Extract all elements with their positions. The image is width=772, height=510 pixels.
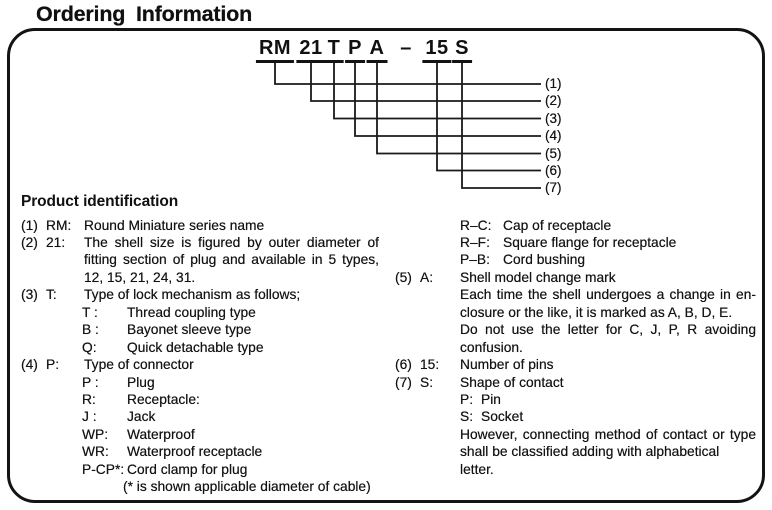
list-subitem [21, 339, 379, 356]
part-code-segment-15: 15 [422, 37, 451, 63]
list-item-continuation [21, 269, 379, 286]
item-text: Plug [127, 374, 155, 390]
list-item-continuation [21, 251, 379, 268]
item-text: shall be classified adding with alphabetical letter. [460, 444, 720, 477]
item-code: R–F: [460, 234, 490, 250]
item-number: (4) [21, 357, 38, 373]
item-text: Round Miniature series name [84, 217, 265, 233]
list-subitem [395, 408, 756, 425]
item-code: B : [82, 322, 99, 338]
item-text: Waterproof receptacle [127, 444, 263, 460]
item-code: P–B: [460, 252, 490, 268]
item-text: Type of lock mechanism as follows; [84, 287, 301, 303]
list-subitem [395, 391, 756, 408]
item-number: (6) [395, 357, 412, 373]
item-code: J : [82, 409, 97, 425]
part-code-segment-21: 21 [296, 37, 325, 63]
list-item [21, 217, 379, 234]
part-code-segment-s: S [452, 37, 472, 63]
section-title: Product identification [21, 193, 179, 210]
list-subitem [21, 443, 379, 460]
item-text: Cap of receptacle [503, 217, 612, 233]
list-item-continuation [395, 443, 756, 478]
item-number: (5) [395, 269, 412, 285]
product-id-left-column [21, 217, 379, 496]
item-code: WR: [82, 444, 109, 460]
item-code: R–C: [460, 217, 492, 233]
item-text: Pin [481, 392, 501, 408]
list-item-continuation [395, 339, 756, 356]
list-subitem [21, 426, 379, 443]
list-item [395, 269, 756, 286]
item-code: R: [82, 392, 96, 408]
part-code-segment-p: P [345, 37, 365, 63]
list-item [21, 234, 379, 251]
item-text: Quick detachable type [127, 339, 264, 355]
callout-ref-2: (2) [545, 93, 562, 108]
item-code: T: [46, 287, 57, 303]
list-item-continuation [395, 426, 756, 443]
list-item [21, 286, 379, 303]
list-item [395, 374, 756, 391]
item-text: Cord clamp for plug [127, 461, 248, 477]
item-code: P: [460, 392, 474, 408]
item-text: Bayonet sleeve type [127, 322, 252, 338]
list-item-continuation [395, 286, 756, 303]
page-title: Ordering Information [36, 2, 253, 26]
item-text: confusion. [460, 339, 523, 355]
callout-ref-7: (7) [545, 180, 562, 195]
list-subitem [395, 234, 756, 251]
list-subitem [21, 408, 379, 425]
item-text: Square flange for receptacle [503, 234, 677, 250]
item-text: Waterproof [127, 426, 195, 442]
part-code-segment-a: A [367, 37, 388, 63]
item-text: Socket [481, 409, 524, 425]
item-number: (2) [21, 234, 38, 250]
item-text: Each time the shell undergoes a change in en- [460, 287, 756, 303]
item-code: T : [82, 304, 98, 320]
callout-ref-4: (4) [545, 128, 562, 143]
item-code: S: [460, 409, 474, 425]
footnote [21, 478, 379, 495]
item-text: Shell model change mark [460, 269, 616, 285]
item-text: Type of connector [84, 357, 194, 373]
item-code: 15: [420, 357, 440, 373]
item-code: S: [420, 374, 434, 390]
list-subitem [21, 374, 379, 391]
item-number: (1) [21, 217, 38, 233]
part-code-segment-t: T [325, 37, 344, 63]
item-code: A: [420, 269, 434, 285]
item-text: 12, 15, 21, 24, 31. [84, 269, 196, 285]
item-text: Jack [127, 409, 156, 425]
list-subitem [395, 251, 756, 268]
item-code: WP: [82, 426, 109, 442]
list-subitem [21, 321, 379, 338]
item-text: Thread coupling type [127, 304, 256, 320]
item-text: Do not use the letter for C, J, P, R avoiding [460, 322, 756, 338]
callout-ref-6: (6) [545, 162, 562, 178]
list-subitem [21, 304, 379, 321]
item-text: closure or the like, it is marked as A, B, D, E. [460, 304, 733, 320]
item-text: (* is shown applicable diameter of cable) [123, 479, 371, 495]
item-text: Number of pins [460, 357, 554, 373]
item-code: 21: [46, 234, 66, 250]
list-item-continuation [395, 304, 756, 321]
list-item [21, 356, 379, 373]
callout-ref-5: (5) [545, 145, 562, 161]
item-text: Cord bushing [503, 252, 586, 268]
item-text: Receptacle: [127, 392, 200, 408]
item-text: The shell size is figured by outer diameter of [84, 234, 379, 250]
list-subitem [395, 217, 756, 234]
item-code: RM: [46, 217, 72, 233]
callout-ref-1: (1) [545, 76, 562, 91]
item-code: P-CP*: [82, 461, 125, 477]
product-id-right-column [395, 217, 756, 479]
item-text: Shape of contact [460, 374, 564, 390]
list-subitem [21, 461, 379, 478]
item-number: (7) [395, 374, 412, 390]
part-code-segment-rm: RM [256, 37, 294, 63]
item-number: (3) [21, 287, 38, 303]
item-text: However, connecting method of contact or type [460, 426, 756, 442]
part-code-separator: – [400, 37, 412, 59]
callout-ref-3: (3) [545, 110, 562, 126]
item-code: Q: [82, 339, 97, 355]
list-item-continuation [395, 321, 756, 338]
item-text: fitting section of plug and available in 5 types, [84, 252, 379, 268]
item-code: P : [82, 374, 99, 390]
item-code: P: [46, 357, 60, 373]
list-subitem [21, 391, 379, 408]
list-item [395, 356, 756, 373]
